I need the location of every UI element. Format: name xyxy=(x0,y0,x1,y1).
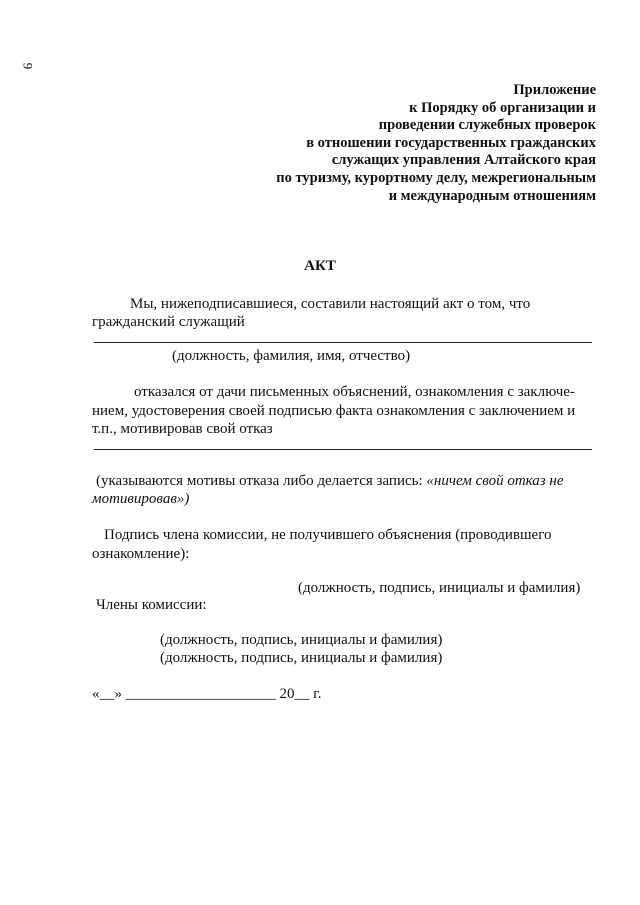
appendix-line: служащих управления Алтайского края xyxy=(331,152,596,169)
appendix-header xyxy=(276,82,596,205)
appendix-line: в отношении государственных гражданских xyxy=(306,134,596,151)
reasons-italic-1: «ничем свой отказ не xyxy=(426,473,564,489)
date-line: «__» ____________________ 20__ г. xyxy=(92,686,322,702)
caption-signature-1: (должность, подпись, инициалы и фамилия) xyxy=(298,580,581,596)
caption-position-name: (должность, фамилия, имя, отчество) xyxy=(172,348,411,364)
intro-line-1: Мы, нижеподписавшиеся, составили настоящий акт о том, что xyxy=(130,296,531,312)
appendix-line: по туризму, курортному делу, межрегиональным xyxy=(276,169,596,186)
fill-in-line-reasons xyxy=(94,449,592,450)
intro-line-2: гражданский служащий xyxy=(92,314,245,330)
appendix-line: Приложение xyxy=(513,82,596,98)
document-title: АКТ xyxy=(304,258,336,274)
appendix-line: к Порядку об организации и xyxy=(409,99,596,116)
appendix-line: проведении служебных проверок xyxy=(378,117,596,134)
caption-signature-2: (должность, подпись, инициалы и фамилия) xyxy=(160,632,443,648)
member-sign-line-2: ознакомление): xyxy=(92,546,190,562)
commission-members-label: Члены комиссии: xyxy=(96,597,207,613)
member-sign-line-1: Подпись члена комиссии, не получившего объяснения (проводившего xyxy=(104,527,552,543)
reasons-prefix: (указываются мотивы отказа либо делается запись: xyxy=(96,473,427,489)
refusal-line-1: отказался от дачи письменных объяснений, ознакомления с заключе- xyxy=(134,384,575,400)
reasons-italic-2: мотивировав») xyxy=(92,491,190,507)
page-number: 9 xyxy=(20,62,36,70)
appendix-line: и международным отношениям xyxy=(388,187,596,204)
fill-in-line-employee xyxy=(94,342,592,343)
reasons-note-line-1 xyxy=(96,471,564,491)
refusal-line-2: нием, удостоверения своей подписью факта ознакомления с заключением и xyxy=(92,403,576,419)
caption-signature-3: (должность, подпись, инициалы и фамилия) xyxy=(160,650,443,666)
refusal-line-3: т.п., мотивировав свой отказ xyxy=(92,421,273,437)
